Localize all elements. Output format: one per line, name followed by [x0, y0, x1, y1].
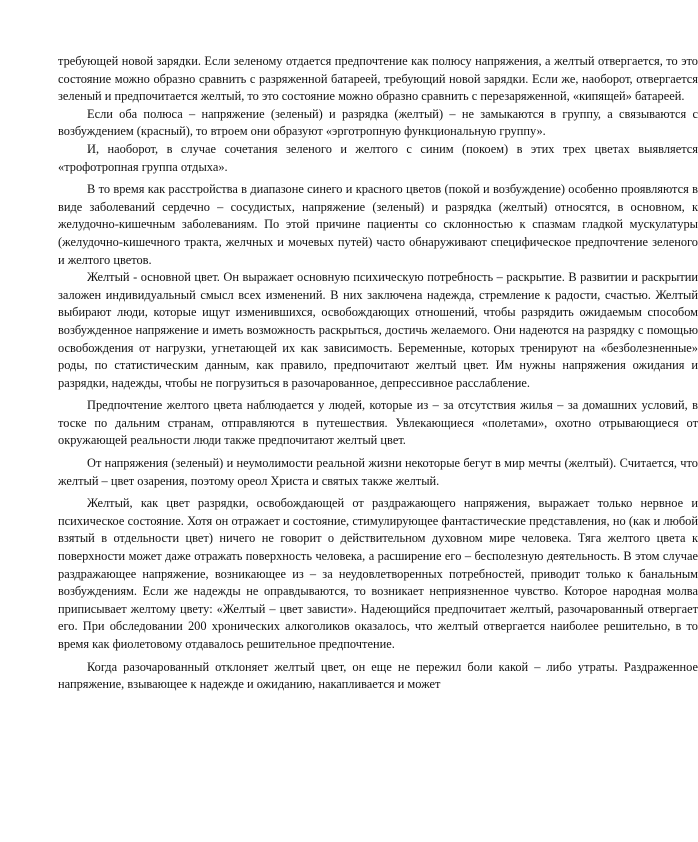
- paragraph: Предпочтение желтого цвета наблюдается у людей, которые из – за отсутствия жилья – за домашних условий, в тоске по дальним странам, отправляются в путешествия. Увлекающиеся «полетами», охотно отрывающиеся от окружающей реальности люди также предпочитают желтый цвет.: [58, 398, 698, 448]
- body-text: [58, 53, 698, 694]
- paragraph: Если оба полюса – напряжение (зеленый) и разрядка (желтый) – не замыкаются в группу, а связываются с возбуждением (красный), то втроем они образуют «эрготропную функциональную группу».: [58, 106, 698, 139]
- paragraph: Когда разочарованный отклоняет желтый цвет, он еще не пережил боли какой – либо утраты. Раздраженное напряжение, взывающее к надежде и ожиданию, накапливается и может: [58, 659, 698, 692]
- paragraph: От напряжения (зеленый) и неумолимости реальной жизни некоторые бегут в мир мечты (желтый). Считается, что желтый – цвет озарения, поэтому ореол Христа и святых также желтый.: [58, 456, 698, 488]
- paragraph: И, наоборот, в случае сочетания зеленого и желтого с синим (покоем) в этих трех цветах выявляется «трофотропная группа отдыха».: [58, 141, 698, 174]
- paragraph: В то время как расстройства в диапазоне синего и красного цветов (покой и возбуждение) особенно проявляются в виде заболеваний сердечно – сосудистых, напряжение (зеленый) и разрядка (желтый) относятся, в основном, к желудочно-кишечным заболеваниям. По этой причине пациенты со склонностью к спазмам гладкой мускулатуры (желудочно-кишечного тракта, желчных и мочевых путей) часто обнаруживают специфическое предпочтение зеленого и желтого цветов.: [58, 182, 698, 267]
- paragraph: Желтый, как цвет разрядки, освобождающей от раздражающего напряжения, выражает только нервное и психическое состояние. Хотя он отражает и состояние, стимулирующее фантастические представления, но (как и любой взятый в отдельности цвет) ничего не говорит о действительном духовном мире человека. Тяга желтого цвета к поверхности может даже отражать поверхность человека, а расширение его – бесполезную деятельность. В этом случае раздражающее напряжение, возникающее из – за неудовлетворенных потребностей, приводит только к банальным возбуждениям. Если же надежды не оправдываются, то возникает неприязненное чувство. Которое народная молва приписывает желтому цвету: «Желтый – цвет зависти». Надеющийся предпочитает желтый, разочарованный отвергает его. При обследовании 200 хронических алкоголиков оказалось, что желтый отвергается наиболее решительно, в то время как фиолетовому отдавалось решительное предпочтение.: [58, 496, 698, 651]
- paragraph: требующей новой зарядки. Если зеленому отдается предпочтение как полюсу напряжения, а желтый отвергается, то это состояние можно образно сравнить с разряженной батареей, требующий новой зарядки. Если же, наоборот, отвергается зеленый и предпочитается желтый, то это состояние можно образно сравнить с перезаряженной, «кипящей» батареей.: [58, 54, 698, 104]
- paragraph: Желтый - основной цвет. Он выражает основную психическую потребность – раскрытие. В развитии и раскрытии заложен индивидуальный смысл всех изменений. В них заключена надежда, стремление к радости, счастью. Желтый выбирают люди, которые ищут изменившихся, освобождающих отношений, чтобы разрядить ожидаемым способом возбужденное напряжение и иметь возможность раскрыться, достичь желаемого. Они надеются на разрядку с помощью освобождения от нагрузки, угнетающей их как зависимость. Беременные, которых тренируют на «безболезненные» роды, по статистическим данным, как правило, предпочитают желтый цвет. Им нужны напряжения ожидания и разрядки, надежды, чтобы не погрузиться в разочарованное, депрессивное расслабление.: [58, 270, 698, 390]
